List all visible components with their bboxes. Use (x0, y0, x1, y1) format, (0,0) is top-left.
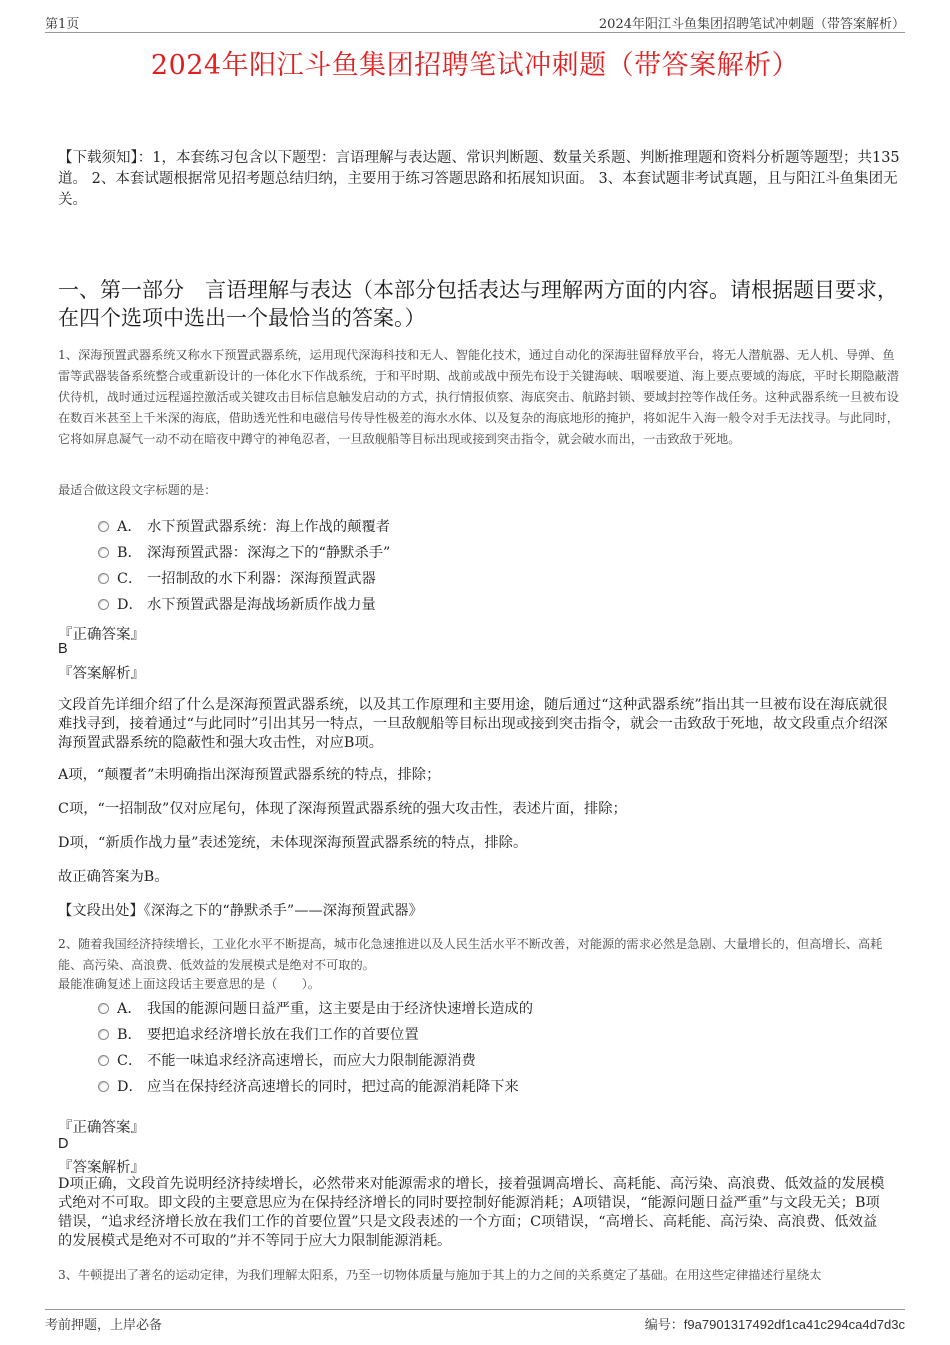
q1-stem: 1、深海预置武器系统又称水下预置武器系统，运用现代深海科技和无人、智能化技术，通过自动化的深海驻留释放平台，将无人潜航器、无人机、导弹、鱼雷等武器装备系统整合或重新设计的一体化水下作战系统，于和平时期、战前或战中预先布设于关键海峡、咽喉要道、海上要点要域的海底，平时长期隐蔽潜伏待机，战时通过远程遥控激活或关键攻击目标信息触发启动的方式，执行情报侦察、海底突击、航路封锁、要域封控等作战任务。这种武器系统一旦被布设在数百米甚至上千米深的海底，借助透光性和电磁信号传导性极差的海水水体、以及复杂的海底地形的掩护，将如泥牛入海一般令对手无法找寻。与此同时，它将如屏息凝气一动不动在暗夜中蹲守的神龟忍者，一旦敌舰船等目标出现或接到突击指令，就会破水而出，一击致敌于死地。 (58, 348, 899, 446)
radio-icon[interactable] (98, 1081, 109, 1092)
option-text: 深海预置武器：深海之下的“静默杀手” (147, 545, 391, 561)
option-letter: B． (117, 545, 142, 561)
q2-question: 最能准确复述上面这段话主要意思的是（ ）。 (58, 977, 321, 991)
q1-question: 最适合做这段文字标题的是： (58, 483, 217, 497)
option-letter: C． (117, 1053, 143, 1069)
q2-analysis: D项正确，文段首先说明经济持续增长，必然带来对能源需求的增长，接着强调高增长、高耗能、高污染、高浪费、低效益的发展模式绝对不可取。即文段的主要意思应为在保持经济增长的同时要控制好能源消耗；A项错误，“能源问题日益严重”与文段无关；B项错误，“追求经济增长放在我们工作的首要位置”只是文段表述的一个方面；C项错误，“高增长、高耗能、高污染、高浪费、低效益的发展模式是绝对不可取的”并不等同于应大力限制能源消耗。 (58, 1176, 885, 1249)
option-text: 应当在保持经济高速增长的同时，把过高的能源消耗降下来 (147, 1079, 519, 1095)
section-heading: 一、第一部分 言语理解与表达（本部分包括表达与理解两方面的内容。请根据题目要求，在四个选项中选出一个最恰当的答案。） (58, 278, 898, 330)
q1-answer-label: 『正确答案』 (58, 627, 145, 643)
option-text: 不能一味追求经济高速增长，而应大力限制能源消费 (147, 1053, 476, 1069)
q1-answer: B (58, 641, 68, 657)
option-letter: C． (117, 571, 143, 587)
option-letter: D． (117, 597, 143, 613)
radio-icon[interactable] (98, 521, 109, 532)
option-text: 水下预置武器是海战场新质作战力量 (147, 597, 376, 613)
q2-stem: 2、随着我国经济持续增长，工业化水平不断提高，城市化急速推进以及人民生活水平不断改善，对能源的需求必然是急剧、大量增长的，但高增长、高耗能、高污染、高浪费、低效益的发展模式是绝对不可取的。 (58, 937, 883, 972)
option-letter: A． (117, 1001, 142, 1017)
q2-option-a[interactable] (98, 998, 533, 1018)
option-text: 水下预置武器系统：海上作战的颠覆者 (147, 519, 391, 535)
q1-conclusion: 故正确答案为B。 (58, 869, 169, 885)
option-letter: B． (117, 1027, 142, 1043)
radio-icon[interactable] (98, 547, 109, 558)
q3-stem: 3、牛顿提出了著名的运动定律，为我们理解太阳系，乃至一切物体质量与施加于其上的力之间的关系奠定了基础。在用这些定律描述行星绕太 (58, 1268, 822, 1282)
option-text: 我国的能源问题日益严重，这主要是由于经济快速增长造成的 (147, 1001, 534, 1017)
download-notice: 【下载须知】：1，本套练习包含以下题型：言语理解与表达题、常识判断题、数量关系题、判断推理题和资料分析题等题型；共135道。 2、本套试题根据常见招考题总结归纳，主要用于练习答题思路和拓展知识面。 3、本套试题非考试真题，且与阳江斗鱼集团无关。 (58, 150, 900, 208)
option-letter: D． (117, 1079, 143, 1095)
q2-option-d[interactable] (98, 1076, 519, 1096)
radio-icon[interactable] (98, 1003, 109, 1014)
radio-icon[interactable] (98, 1055, 109, 1066)
q1-analysis-d: D项，“新质作战力量”表述笼统，未体现深海预置武器系统的特点，排除。 (58, 835, 528, 851)
footer-code (645, 1314, 905, 1333)
option-text: 要把追求经济增长放在我们工作的首要位置 (147, 1027, 419, 1043)
header-divider (45, 32, 905, 33)
footer-divider (45, 1309, 905, 1310)
q2-option-b[interactable] (98, 1024, 419, 1044)
q2-analysis-label: 『答案解析』 (58, 1160, 145, 1176)
q1-analysis-label: 『答案解析』 (58, 666, 145, 682)
q1-analysis-a: A项，“颠覆者”未明确指出深海预置武器系统的特点，排除； (58, 767, 441, 783)
q2-answer-label: 『正确答案』 (58, 1120, 145, 1136)
footer-code-label: 编号： (644, 1318, 684, 1333)
radio-icon[interactable] (98, 573, 109, 584)
q1-analysis-main: 文段首先详细介绍了什么是深海预置武器系统，以及其工作原理和主要用途，随后通过“这种武器系统”指出其一旦被布设在海底就很难找寻到，接着通过“与此同时”引出其另一特点，一旦敌舰船等目标出现或接到突击指令，就会一击致敌于死地，故文段重点介绍深海预置武器系统的隐蔽性和强大攻击性，对应B项。 (58, 697, 888, 751)
radio-icon[interactable] (98, 599, 109, 610)
page-number: 第1页 (45, 17, 80, 32)
q1-option-b[interactable] (98, 542, 390, 562)
q1-analysis-c: C项，“一招制敌”仅对应尾句，体现了深海预置武器系统的强大攻击性，表述片面，排除； (58, 801, 627, 817)
q1-option-a[interactable] (98, 516, 390, 536)
q1-option-c[interactable] (98, 568, 376, 588)
option-text: 一招制敌的水下利器：深海预置武器 (147, 571, 376, 587)
footer-code-value: f9a7901317492df1ca41c294ca4d7d3c (683, 1317, 905, 1332)
page-title: 2024年阳江斗鱼集团招聘笔试冲刺题（带答案解析） (150, 50, 800, 81)
option-letter: A． (117, 519, 142, 535)
header-doc-title: 2024年阳江斗鱼集团招聘笔试冲刺题（带答案解析） (598, 17, 905, 32)
q1-source: 【文段出处】《深海之下的“静默杀手”——深海预置武器》 (58, 903, 423, 919)
q2-option-c[interactable] (98, 1050, 476, 1070)
q1-option-d[interactable] (98, 594, 376, 614)
radio-icon[interactable] (98, 1029, 109, 1040)
q2-answer: D (58, 1136, 69, 1152)
footer-slogan: 考前押题，上岸必备 (45, 1318, 163, 1333)
